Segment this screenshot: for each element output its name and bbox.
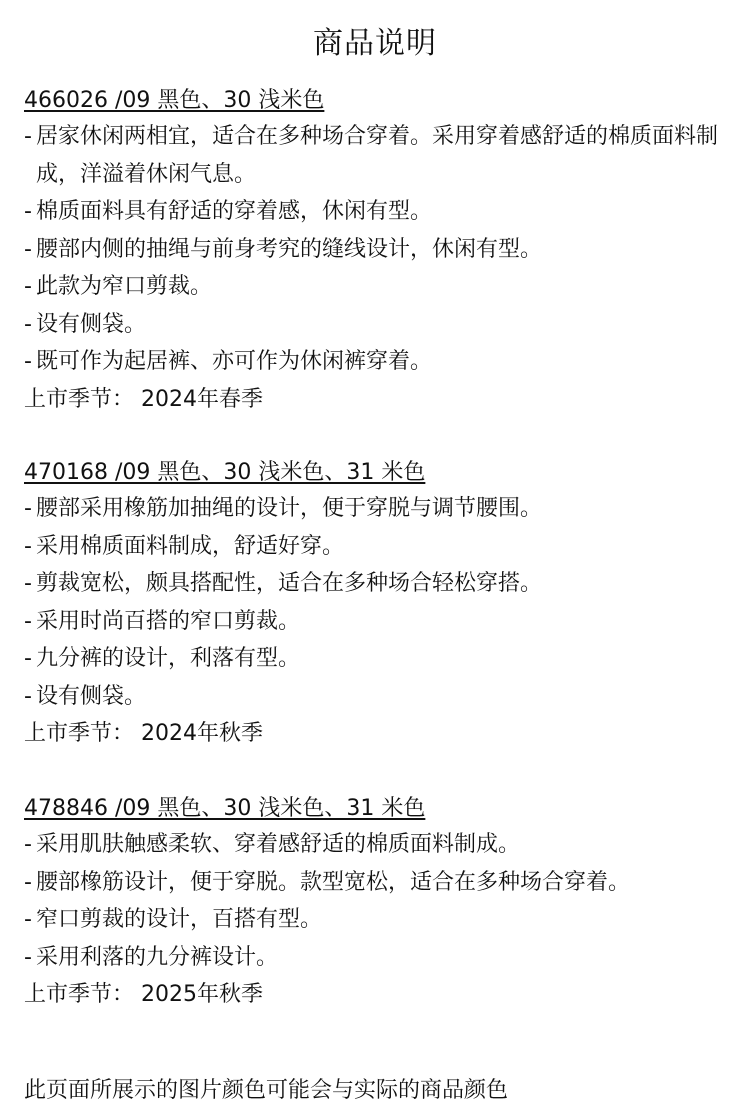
section-header: 470168 /09 黑色、30 浅米色、31 米色: [24, 460, 426, 485]
bullet-item: - 采用棉质面料制成，舒适好穿。: [24, 528, 730, 566]
bullet-item: - 设有侧袋。: [24, 306, 730, 344]
dash-bullet-icon: -: [24, 496, 32, 521]
dash-bullet-icon: -: [24, 608, 32, 634]
bullet-item: - 剪裁宽松，颇具搭配性，适合在多种场合轻松穿搭。: [24, 565, 730, 603]
dash-bullet-icon: -: [24, 683, 32, 709]
bullet-item: - 采用利落的九分裤设计。: [24, 939, 730, 977]
dash-bullet-icon: -: [24, 199, 32, 224]
bullet-item: - 九分裤的设计，利落有型。: [24, 640, 730, 678]
dash-bullet-icon: -: [24, 869, 32, 895]
product-section-466026: [24, 84, 730, 418]
page-title: 商品说明: [313, 26, 437, 61]
season-line: [24, 976, 730, 1014]
season-line: [24, 381, 730, 419]
dash-bullet-icon: -: [24, 832, 32, 857]
bullet-item: - 腰部内侧的抽绳与前身考究的缝线设计，休闲有型。: [24, 231, 730, 269]
dash-bullet-icon: -: [24, 571, 32, 596]
dash-bullet-icon: -: [24, 944, 32, 970]
bullet-item: - 采用时尚百搭的窄口剪裁。: [24, 603, 730, 641]
dash-bullet-icon: -: [24, 311, 32, 337]
product-section-478846: [24, 792, 730, 1014]
section-header: 466026 /09 黑色、30 浅米色: [24, 88, 325, 113]
season-label: 上市季节：: [24, 982, 135, 1007]
bullet-item: - 棉质面料具有舒适的穿着感，休闲有型。: [24, 193, 730, 231]
section-header: 478846 /09 黑色、30 浅米色、31 米色: [24, 796, 426, 821]
season-label: 上市季节：: [24, 721, 135, 746]
dash-bullet-icon: -: [24, 124, 32, 149]
dash-bullet-icon: -: [24, 907, 32, 932]
dash-bullet-icon: -: [24, 236, 32, 262]
dash-bullet-icon: -: [24, 274, 32, 299]
bullet-item: - 采用肌肤触感柔软、穿着感舒适的棉质面料制成。: [24, 826, 730, 864]
season-label: 上市季节：: [24, 386, 135, 412]
season-value: 2024年秋季: [141, 721, 264, 746]
dash-bullet-icon: -: [24, 646, 32, 671]
season-value: 2024年春季: [141, 386, 264, 412]
bullet-item: - 腰部采用橡筋加抽绳的设计，便于穿脱与调节腰围。: [24, 490, 730, 528]
bullet-item: - 设有侧袋。: [24, 678, 730, 716]
product-section-470168: [24, 456, 730, 753]
dash-bullet-icon: -: [24, 349, 32, 374]
bullet-item: - 窄口剪裁的设计，百搭有型。: [24, 901, 730, 939]
bullet-item: - 此款为窄口剪裁。: [24, 268, 730, 306]
color-disclaimer-note: 此页面所展示的图片颜色可能会与实际的商品颜色: [24, 1078, 509, 1103]
bullet-item: - 既可作为起居裤、亦可作为休闲裤穿着。: [24, 343, 730, 381]
season-line: [24, 715, 730, 753]
season-value: 2025年秋季: [141, 982, 264, 1007]
bullet-item: - 居家休闲两相宜，适合在多种场合穿着。采用穿着感舒适的棉质面料制成，洋溢着休闲气息。: [24, 118, 730, 193]
dash-bullet-icon: -: [24, 533, 32, 559]
bullet-item: - 腰部橡筋设计，便于穿脱。款型宽松，适合在多种场合穿着。: [24, 864, 730, 902]
